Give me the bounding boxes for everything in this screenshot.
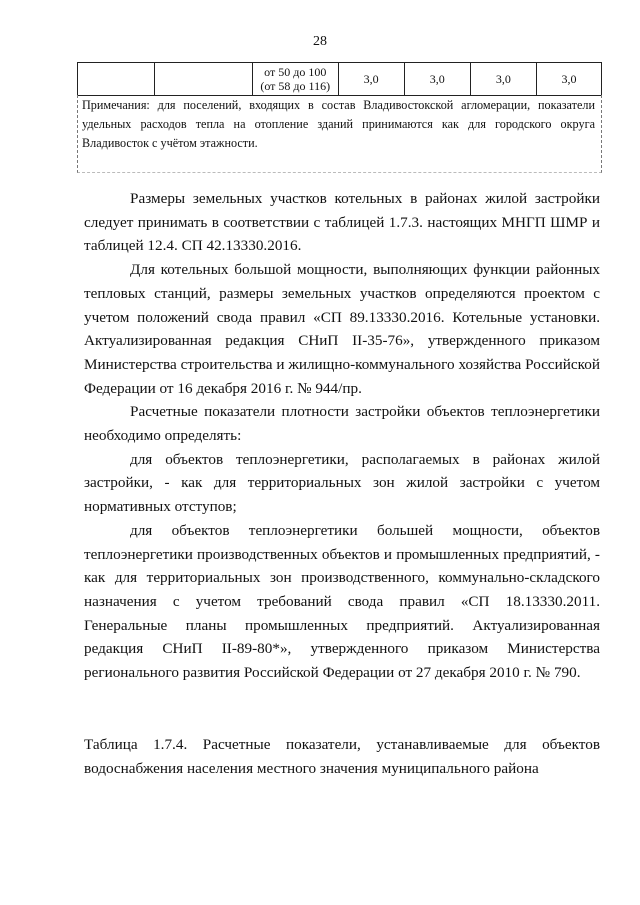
heat-consumption-table-fragment [77,62,602,96]
empty-cell [154,63,252,96]
value-cell: 3,0 [470,63,536,96]
value-cell: 3,0 [536,63,601,96]
floor-range-cell [252,63,338,96]
table-title: Таблица 1.7.4. Расчетные показатели, устанавливаемые для объектов водоснабжения населения местного значения муниципального района [84,736,600,777]
paragraph: Размеры земельных участков котельных в районах жилой застройки следует принимать в соответствии с таблицей 1.7.3. настоящих МНГП ШМР и таблицей 12.4. СП 42.13330.2016. [84,190,600,255]
value-cell: 3,0 [338,63,404,96]
value-cell: 3,0 [404,63,470,96]
table-row [78,63,602,96]
range-line-2: (от 58 до 116) [260,79,331,93]
paragraph: Расчетные показатели плотности застройки объектов теплоэнергетики необходимо определять: [84,403,600,445]
table-note: Примечания: для поселений, входящих в состав Владивостокской агломерации, показатели удельных расходов тепла на отопление зданий принимаются как для городского округа Владивосток с учётом этажности. [77,95,602,173]
page-number: 28 [313,34,327,49]
paragraph: для объектов теплоэнергетики большей мощности, объектов теплоэнергетики производственных объектов и промышленных предприятий, - как для территориальных зон производственного, коммунально-складского назначения с учетом требований свода правил «СП 18.13330.2011. Генеральные планы промышленных предприятий. Актуализированная редакция СНиП II-89-80*», утвержденного приказом Министерства регионального развития Российской Федерации от 27 декабря 2010 г. № 790. [84,521,600,682]
range-line-1: от 50 до 100 [264,65,327,79]
body-paragraphs [84,187,600,685]
paragraph: Для котельных большой мощности, выполняющих функции районных тепловых станций, размеры земельных участков определяются проектом с учетом положений свода правил «СП 89.13330.2016. Котельные установки. Актуализированная редакция СНиП II-35-76», утвержденного приказом Министерства строительства и жилищно-коммунального хозяйства Российской Федерации от 16 декабря 2016 г. № 944/пр. [84,261,600,397]
empty-cell [78,63,155,96]
paragraph: для объектов теплоэнергетики, располагаемых в районах жилой застройки, - как для территориальных зон жилой застройки с учетом нормативных отступов; [84,450,600,516]
